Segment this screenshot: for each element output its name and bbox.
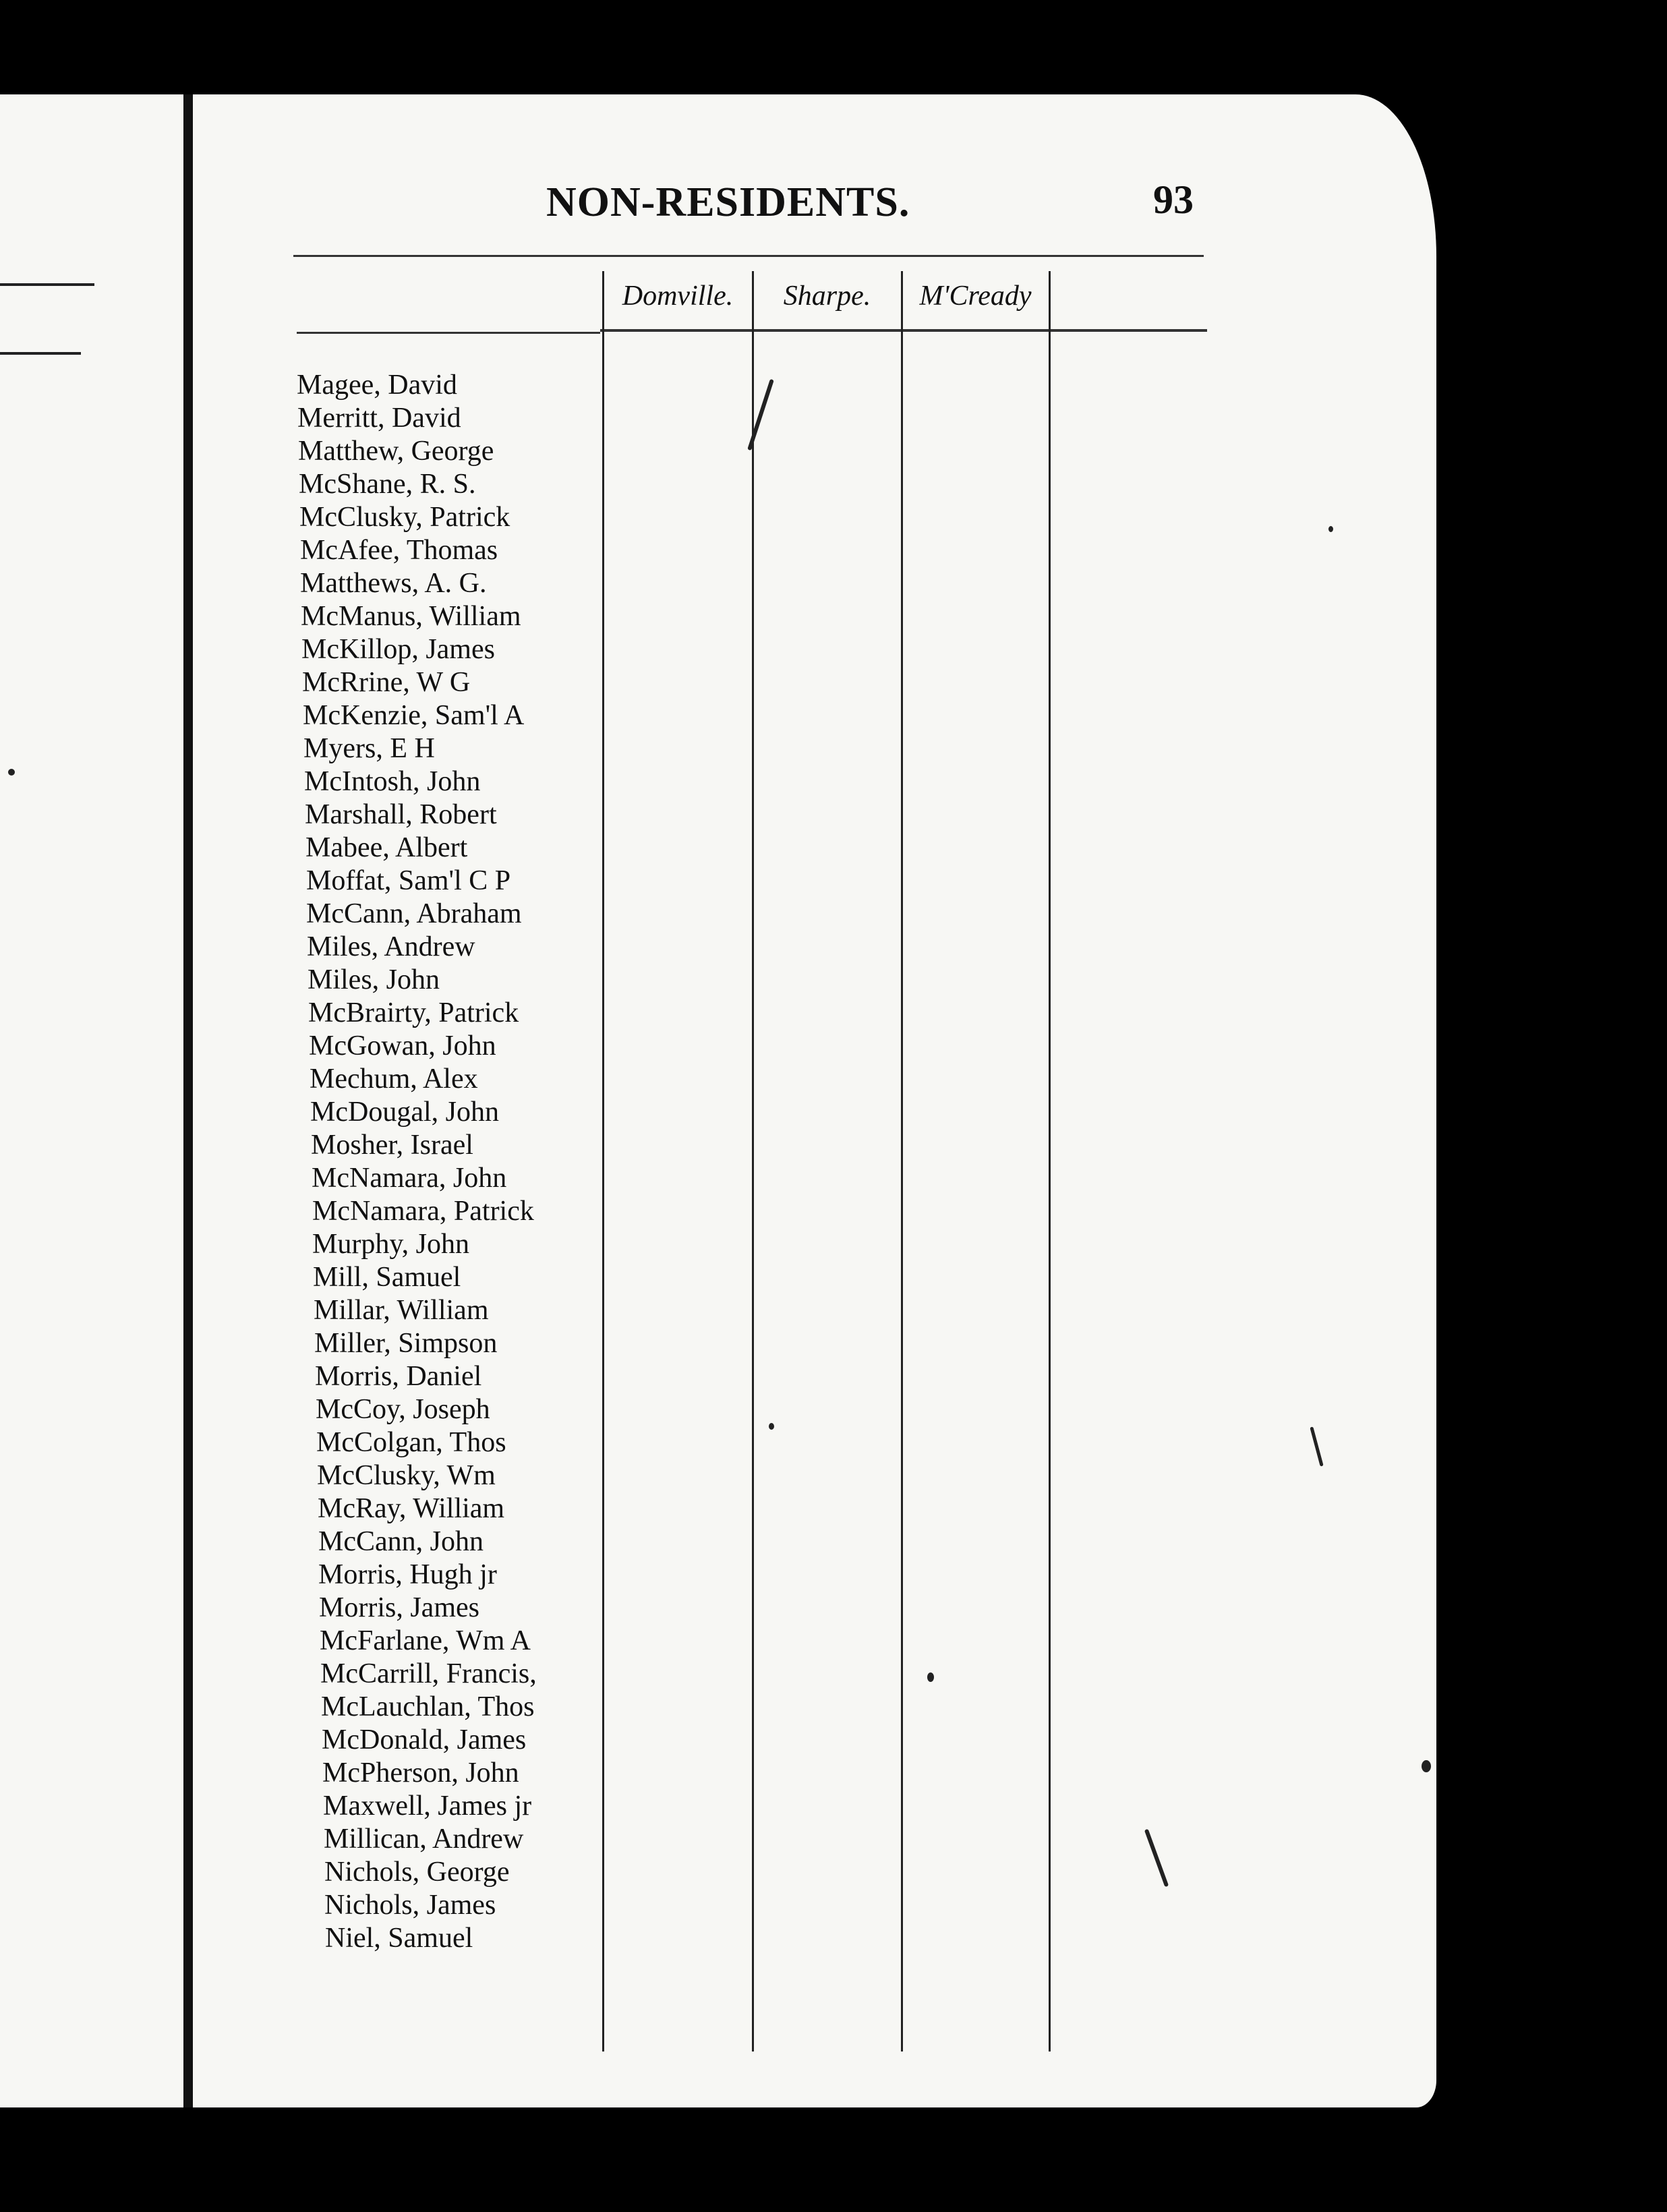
name-list — [297, 369, 537, 1955]
name-entry: Nichols, George — [324, 1857, 510, 1888]
ink-speck — [927, 1672, 934, 1682]
top-rule — [293, 255, 1204, 257]
name-entry: McKillop, James — [301, 634, 495, 665]
name-entry: Niel, Samuel — [325, 1923, 473, 1954]
name-entry: Morris, Hugh jr — [318, 1559, 497, 1590]
name-entry: Marshall, Robert — [305, 799, 497, 830]
name-entry: Miles, Andrew — [307, 931, 475, 962]
name-entry: Maxwell, James jr — [323, 1791, 532, 1822]
name-entry: McRrine, W G — [302, 667, 471, 698]
name-entry: McNamara, Patrick — [312, 1196, 534, 1227]
column-header-domville: Domville. — [622, 281, 734, 312]
name-entry: Morris, Daniel — [315, 1361, 482, 1392]
name-entry: McCoy, Joseph — [316, 1394, 490, 1425]
name-entry: Miles, John — [308, 964, 440, 995]
column-header-mccready: M'Cready — [919, 281, 1032, 312]
ledger-page — [0, 94, 1436, 2107]
name-entry: Matthews, A. G. — [300, 568, 487, 599]
ink-speck — [1422, 1760, 1431, 1772]
name-entry: McDougal, John — [310, 1097, 499, 1128]
name-entry: Mechum, Alex — [310, 1064, 478, 1095]
name-entry: McManus, William — [301, 601, 521, 632]
ink-speck — [8, 769, 15, 776]
ink-speck — [1144, 1829, 1169, 1888]
ink-speck — [1328, 526, 1333, 532]
name-entry: McCarrill, Francis, — [320, 1658, 537, 1689]
column-header-sharpe: Sharpe. — [783, 281, 871, 312]
name-entry: Merritt, David — [297, 403, 461, 434]
binding-line — [183, 94, 193, 2107]
page-title: NON-RESIDENTS. — [546, 179, 910, 225]
header-rule — [297, 332, 600, 334]
name-entry: Miller, Simpson — [314, 1328, 498, 1359]
name-entry: McShane, R. S. — [299, 469, 476, 500]
name-entry: McIntosh, John — [304, 766, 481, 797]
name-entry: McFarlane, Wm A — [320, 1625, 531, 1656]
name-entry: Mill, Samuel — [313, 1262, 461, 1293]
name-entry: McClusky, Patrick — [299, 502, 510, 533]
name-entry: Murphy, John — [312, 1229, 469, 1260]
ink-speck — [769, 1423, 774, 1430]
header-rule — [600, 329, 1207, 332]
name-entry: McBrairty, Patrick — [308, 997, 519, 1028]
name-entry: McCann, John — [318, 1526, 484, 1557]
facing-page-rule — [0, 283, 94, 286]
name-entry: McGowan, John — [309, 1030, 496, 1061]
name-entry: McKenzie, Sam'l A — [303, 700, 525, 731]
name-entry: McAfee, Thomas — [300, 535, 498, 566]
name-entry: McClusky, Wm — [317, 1460, 496, 1491]
page-number: 93 — [1153, 177, 1194, 222]
name-entry: Nichols, James — [324, 1890, 496, 1921]
name-entry: Matthew, George — [298, 436, 494, 467]
name-entry: Mosher, Israel — [311, 1130, 473, 1161]
column-divider — [1049, 271, 1051, 2051]
name-entry: Mabee, Albert — [305, 832, 468, 863]
name-entry: McRay, William — [318, 1493, 505, 1524]
column-divider — [752, 271, 754, 2051]
name-entry: Morris, James — [319, 1592, 479, 1623]
name-entry: McDonald, James — [322, 1724, 527, 1755]
column-divider — [602, 271, 604, 2051]
name-entry: McCann, Abraham — [306, 898, 522, 929]
name-entry: Moffat, Sam'l C P — [306, 865, 511, 896]
name-entry: Millican, Andrew — [324, 1824, 524, 1855]
name-entry: McLauchlan, Thos — [321, 1691, 535, 1722]
column-divider — [901, 271, 903, 2051]
name-entry: Millar, William — [314, 1295, 489, 1326]
name-entry: McColgan, Thos — [316, 1427, 506, 1458]
name-entry: Magee, David — [297, 370, 457, 401]
name-entry: McPherson, John — [322, 1757, 519, 1788]
name-entry: Myers, E H — [303, 733, 435, 764]
name-entry: McNamara, John — [312, 1163, 507, 1194]
facing-page-rule — [0, 352, 81, 355]
ink-speck — [1310, 1426, 1323, 1466]
